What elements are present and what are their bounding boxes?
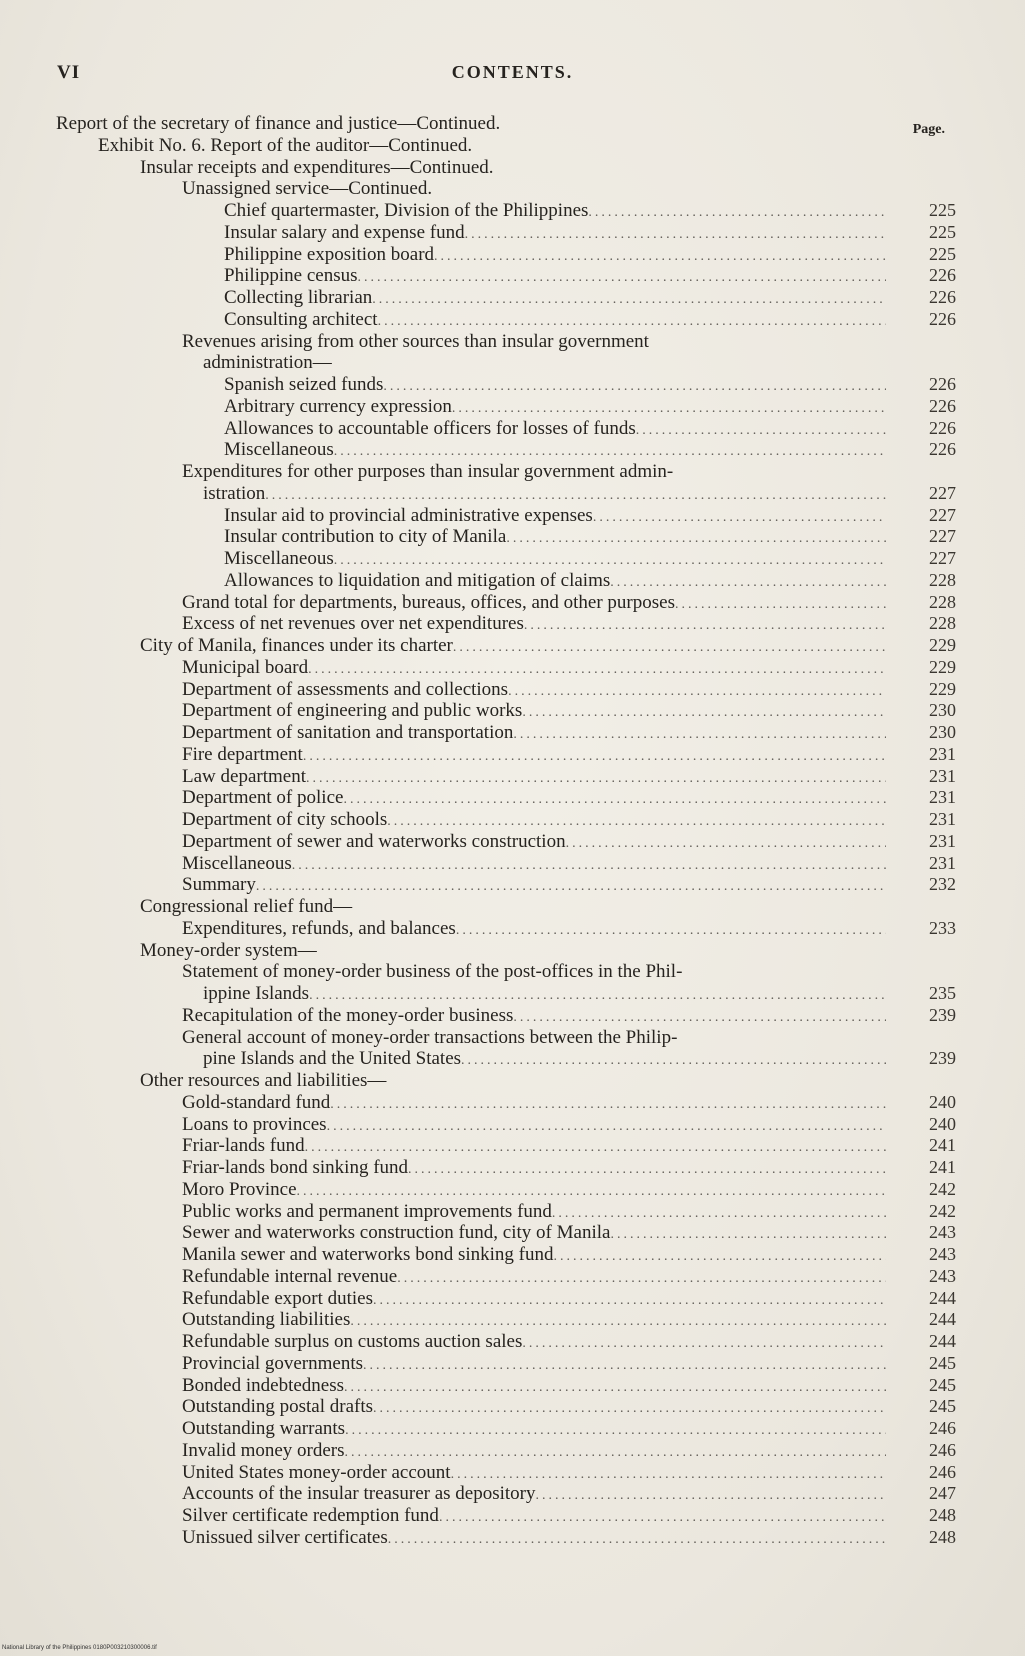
toc-entry: [56, 483, 956, 505]
toc-page-number: 246: [929, 1418, 956, 1438]
toc-entry: [56, 1222, 956, 1244]
dot-leader: [345, 1420, 886, 1442]
toc-heading-label: Congressional relief fund—: [140, 896, 353, 917]
toc-entry-label: Philippine exposition board: [224, 243, 435, 265]
toc-entry: [56, 1244, 956, 1266]
toc-page-number: 228: [929, 569, 956, 590]
toc-entry: [56, 787, 956, 809]
toc-page-number: 233: [929, 917, 956, 938]
dot-leader: [363, 1355, 886, 1377]
dot-leader: [388, 1529, 886, 1551]
toc-page-number: 240: [929, 1113, 956, 1134]
dot-leader: [588, 202, 886, 224]
toc-page-number: 227: [929, 526, 956, 547]
toc-page-number: 246: [929, 1461, 956, 1482]
toc-entry-label: Refundable internal revenue: [182, 1265, 398, 1287]
dot-leader: [334, 550, 886, 572]
dot-leader: [308, 659, 886, 681]
dot-leader: [408, 1159, 886, 1181]
toc-entry-label: Insular contribution to city of Manila: [224, 526, 507, 548]
toc-entry-label: Gold-standard fund: [182, 1091, 331, 1113]
dot-leader: [553, 1246, 886, 1268]
dot-leader: [434, 246, 886, 268]
toc-entry-label: Manila sewer and waterworks bond sinking fund: [182, 1244, 554, 1265]
toc-page-number: 242: [929, 1178, 956, 1199]
dot-leader: [508, 681, 886, 703]
dot-leader: [303, 746, 886, 768]
toc-heading: [56, 1070, 956, 1092]
toc-page-number: 246: [929, 1439, 956, 1460]
toc-heading: [56, 961, 956, 983]
toc-entry-label: Provincial governments: [182, 1352, 363, 1374]
dot-leader: [383, 376, 886, 398]
toc-heading-label: administration—: [203, 352, 332, 374]
toc-entry-label: Moro Province: [182, 1178, 297, 1200]
toc-page-number: 245: [929, 1396, 956, 1417]
page-folio: VI: [57, 62, 81, 83]
toc-entry: [56, 505, 956, 527]
toc-page-number: 241: [929, 1157, 956, 1177]
toc-entry: [56, 766, 956, 788]
toc-entry-label: Expenditures, refunds, and balances: [182, 917, 456, 939]
toc-heading-label: Insular receipts and expenditures—Continued.: [140, 156, 494, 178]
dot-leader: [373, 1398, 886, 1420]
toc-heading: [56, 157, 956, 179]
toc-page-number: 230: [929, 700, 956, 721]
dot-leader: [373, 1290, 886, 1312]
toc-entry-label: Friar-lands fund: [182, 1135, 305, 1157]
toc-entry: [56, 287, 956, 309]
toc-entry: [56, 309, 956, 331]
toc-entry-label: Invalid money orders: [182, 1439, 345, 1461]
toc-entry: [56, 570, 956, 592]
page-column-heading: Page.: [912, 122, 945, 137]
toc-entry: [56, 1048, 956, 1070]
toc-page-number: 245: [929, 1352, 956, 1373]
toc-entry: [56, 657, 956, 679]
dot-leader: [334, 441, 886, 463]
dot-leader: [524, 615, 886, 637]
toc-entry: [56, 200, 956, 222]
toc-page-number: 240: [929, 1091, 956, 1112]
dot-leader: [451, 1464, 886, 1486]
dot-leader: [297, 1181, 886, 1203]
toc-entry: [56, 853, 956, 875]
dot-leader: [461, 1050, 886, 1072]
toc-page-number: 243: [929, 1244, 956, 1264]
toc-entry: [56, 1353, 956, 1375]
toc-entry-label: Bonded indebtedness: [182, 1374, 345, 1396]
toc-page-number: 244: [929, 1309, 956, 1330]
toc-heading: [56, 1027, 956, 1049]
toc-heading: [56, 331, 956, 353]
toc-entry: [56, 1396, 956, 1418]
toc-heading: [56, 940, 956, 962]
toc-page-number: 231: [929, 743, 956, 764]
toc-page-number: 231: [929, 852, 956, 873]
toc-page-number: 244: [929, 1331, 956, 1351]
toc-entry: [56, 1375, 956, 1397]
toc-entry-label: Department of sanitation and transportation: [182, 722, 514, 743]
toc-entry: [56, 1331, 956, 1353]
toc-page-number: 227: [929, 482, 956, 503]
toc-entry: [56, 548, 956, 570]
toc-heading-label: Statement of money-order business of the post-offices in the Phil-: [182, 961, 683, 983]
toc-page-number: 226: [929, 374, 956, 394]
toc-entry-label: pine Islands and the United States: [203, 1048, 462, 1070]
toc-entry-label: Refundable surplus on customs auction sales: [182, 1331, 523, 1352]
toc-page-number: 231: [929, 830, 956, 851]
toc-entry: [56, 722, 956, 744]
toc-entry: [56, 244, 956, 266]
toc-entry-label: City of Manila, finances under its charter: [140, 635, 453, 656]
toc-page-number: 231: [929, 787, 956, 808]
dot-leader: [452, 398, 886, 420]
dot-leader: [506, 528, 886, 550]
toc-entry: [56, 1527, 956, 1549]
toc-page-number: 244: [929, 1287, 956, 1308]
toc-entry-label: Department of city schools: [182, 809, 388, 830]
toc-entry: [56, 1505, 956, 1527]
toc-heading-label: Revenues arising from other sources than insular government: [182, 330, 649, 352]
dot-leader: [378, 311, 886, 333]
toc-page-number: 232: [929, 874, 956, 895]
toc-heading-label: Exhibit No. 6. Report of the auditor—Continued.: [98, 134, 473, 156]
toc-heading: [56, 113, 956, 135]
dot-leader: [453, 637, 886, 659]
toc-page-number: 248: [929, 1505, 956, 1525]
toc-page-number: 226: [929, 439, 956, 460]
toc-entry: [56, 265, 956, 287]
dot-leader: [593, 507, 886, 529]
toc-heading: [56, 352, 956, 374]
toc-entry-label: Fire department: [182, 743, 303, 765]
dot-leader: [387, 811, 886, 833]
toc-page-number: 243: [929, 1265, 956, 1286]
toc-entry-label: Friar-lands bond sinking fund: [182, 1157, 409, 1178]
toc-entry: [56, 1135, 956, 1157]
toc-entry-label: Department of assessments and collections: [182, 678, 509, 700]
toc-entry: [56, 613, 956, 635]
toc-page-number: 226: [929, 265, 956, 286]
toc-entry: [56, 222, 956, 244]
toc-entry-label: Chief quartermaster, Division of the Philippines: [224, 200, 589, 221]
toc-entry-label: United States money-order account: [182, 1461, 451, 1483]
toc-entry-label: Department of engineering and public works: [182, 700, 523, 722]
toc-entry: [56, 1418, 956, 1440]
toc-entry: [56, 1309, 956, 1331]
toc-page-number: 225: [929, 243, 956, 264]
toc-entry: [56, 679, 956, 701]
toc-page-number: 229: [929, 678, 956, 699]
dot-leader: [675, 594, 886, 616]
toc-heading-label: General account of money-order transactions between the Philip-: [182, 1026, 678, 1048]
dot-leader: [345, 1442, 886, 1464]
toc-entry-label: Insular aid to provincial administrative expenses: [224, 504, 593, 526]
dot-leader: [330, 1094, 886, 1116]
toc-entry: [56, 418, 956, 440]
toc-page-number: 225: [929, 221, 956, 242]
toc-entry-label: Miscellaneous: [224, 548, 334, 569]
toc-entry-label: Loans to provinces: [182, 1113, 327, 1135]
toc-entry: [56, 831, 956, 853]
dot-leader: [636, 420, 886, 442]
toc-heading: [56, 135, 956, 157]
toc-entry: [56, 1288, 956, 1310]
dot-leader: [522, 1333, 886, 1355]
toc-entry: [56, 439, 956, 461]
scan-source-line: National Library of the Philippines 0180P003210300006.tif: [2, 1645, 157, 1651]
toc-page-number: 228: [929, 613, 956, 634]
dot-leader: [309, 985, 886, 1007]
dot-leader: [292, 855, 886, 877]
toc-page-number: 229: [929, 656, 956, 677]
toc-page-number: 243: [929, 1222, 956, 1243]
toc-page-number: 230: [929, 722, 956, 742]
toc-heading: [56, 461, 956, 483]
toc-entry: [56, 1005, 956, 1027]
dot-leader: [350, 1311, 886, 1333]
toc-entry-label: Department of police: [182, 787, 344, 809]
toc-page-number: 248: [929, 1526, 956, 1547]
toc-entry: [56, 635, 956, 657]
toc-entry-label: Unissued silver certificates: [182, 1526, 388, 1548]
toc-entry: [56, 592, 956, 614]
toc-entry-label: Municipal board: [182, 656, 309, 678]
toc-page-number: 235: [929, 983, 956, 1003]
toc-entry: [56, 1114, 956, 1136]
toc-page-number: 226: [929, 417, 956, 438]
toc-page-number: 228: [929, 591, 956, 612]
toc-page-number: 226: [929, 308, 956, 329]
toc-entry: [56, 1440, 956, 1462]
dot-leader: [343, 789, 886, 811]
toc-heading-label: Expenditures for other purposes than insular government admin-: [182, 461, 674, 482]
toc-entry: [56, 396, 956, 418]
dot-leader: [552, 1203, 886, 1225]
toc-entry: [56, 1201, 956, 1223]
toc-heading: [56, 178, 956, 200]
dot-leader: [610, 1224, 886, 1246]
toc-entry: [56, 874, 956, 896]
toc-entry-label: ippine Islands: [203, 983, 310, 1004]
toc-entry-label: Accounts of the insular treasurer as depository: [182, 1483, 536, 1505]
toc-entry: [56, 374, 956, 396]
toc-entry-label: Summary: [182, 874, 256, 896]
toc-page-number: 226: [929, 287, 956, 307]
toc-entry-label: Allowances to liquidation and mitigation of claims: [224, 569, 611, 591]
toc-entry-label: Sewer and waterworks construction fund, city of Manila: [182, 1222, 611, 1244]
toc-entry-label: Outstanding postal drafts: [182, 1396, 374, 1418]
toc-entry-label: Allowances to accountable officers for losses of funds: [224, 417, 636, 439]
toc-page-number: 225: [929, 200, 956, 220]
toc-entry-label: Miscellaneous: [224, 439, 334, 461]
toc-page-number: 229: [929, 635, 956, 655]
toc-entry-label: istration: [203, 482, 266, 504]
toc-entry-label: Consulting architect: [224, 308, 378, 330]
toc-entry-label: Silver certificate redemption fund: [182, 1505, 439, 1526]
dot-leader: [265, 485, 886, 507]
toc-page-number: 239: [929, 1004, 956, 1025]
toc-entry-label: Department of sewer and waterworks construction: [182, 830, 566, 852]
toc-entry: [56, 526, 956, 548]
toc-entry-label: Recapitulation of the money-order business: [182, 1004, 514, 1026]
toc-page-number: 227: [929, 548, 956, 568]
toc-entry: [56, 1179, 956, 1201]
dot-leader: [566, 833, 886, 855]
toc-page-number: 247: [929, 1483, 956, 1504]
dot-leader: [439, 1507, 886, 1529]
dot-leader: [344, 1377, 886, 1399]
toc-entry-label: Refundable export duties: [182, 1287, 374, 1309]
toc-page-number: 242: [929, 1200, 956, 1221]
dot-leader: [465, 224, 886, 246]
toc-entry: [56, 1092, 956, 1114]
toc-heading-label: Report of the secretary of finance and justice—Continued.: [56, 113, 501, 134]
dot-leader: [610, 572, 886, 594]
toc-heading-label: Unassigned service—Continued.: [182, 178, 433, 200]
dot-leader: [305, 1137, 886, 1159]
toc-entry-label: Excess of net revenues over net expenditures: [182, 613, 524, 635]
toc-entry: [56, 744, 956, 766]
dot-leader: [513, 1007, 886, 1029]
toc-entry: [56, 1483, 956, 1505]
dot-leader: [327, 1116, 886, 1138]
toc-entry: [56, 809, 956, 831]
toc-page-number: 227: [929, 504, 956, 525]
toc-page-number: 231: [929, 809, 956, 829]
dot-leader: [256, 876, 886, 898]
toc-entry-label: Collecting librarian: [224, 287, 373, 308]
toc-entry: [56, 700, 956, 722]
toc-entry: [56, 918, 956, 940]
toc-heading: [56, 896, 956, 918]
toc-page-number: 241: [929, 1135, 956, 1156]
toc-entry-label: Arbitrary currency expression: [224, 395, 452, 417]
toc-entry: [56, 1266, 956, 1288]
toc-page-number: 239: [929, 1048, 956, 1069]
toc-entry: [56, 1157, 956, 1179]
toc-heading-label: Other resources and liabilities—: [140, 1070, 387, 1091]
toc-entry-label: Grand total for departments, bureaus, offices, and other purposes: [182, 591, 675, 613]
toc-entry-label: Public works and permanent improvements fund: [182, 1200, 552, 1222]
toc-heading-label: Money-order system—: [140, 939, 317, 961]
dot-leader: [456, 920, 886, 942]
dot-leader: [372, 289, 886, 311]
toc-entry-label: Insular salary and expense fund: [224, 221, 465, 243]
toc-entry-label: Spanish seized funds: [224, 374, 384, 395]
dot-leader: [358, 267, 886, 289]
toc-entry-label: Outstanding liabilities: [182, 1309, 351, 1331]
dot-leader: [536, 1485, 886, 1507]
dot-leader: [397, 1268, 886, 1290]
dot-leader: [306, 768, 886, 790]
table-of-contents: [56, 113, 956, 1549]
toc-entry-label: Philippine census: [224, 265, 358, 287]
toc-entry-label: Outstanding warrants: [182, 1418, 346, 1439]
toc-entry: [56, 1462, 956, 1484]
page-title: CONTENTS.: [451, 62, 574, 82]
dot-leader: [513, 724, 886, 746]
toc-entry-label: Law department: [182, 765, 306, 787]
toc-page-number: 231: [929, 765, 956, 786]
toc-page-number: 226: [929, 395, 956, 416]
toc-page-number: 245: [929, 1374, 956, 1395]
dot-leader: [522, 702, 886, 724]
toc-entry: [56, 983, 956, 1005]
toc-entry-label: Miscellaneous: [182, 852, 292, 874]
